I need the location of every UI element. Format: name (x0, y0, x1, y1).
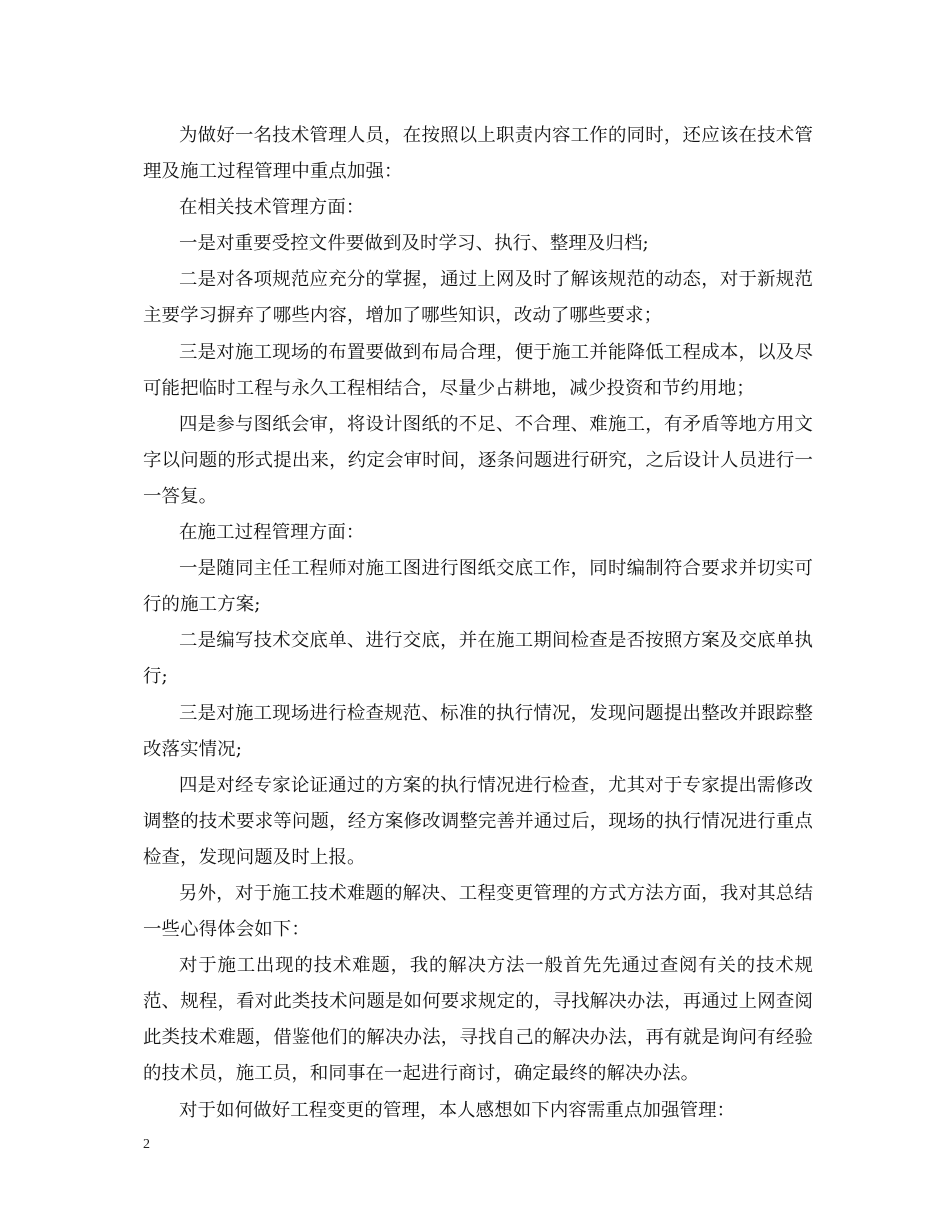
paragraph-process-item-4: 四是对经专家论证通过的方案的执行情况进行检查，尤其对于专家提出需修改调整的技术要求等问题，经方案修改调整完善并通过后，现场的执行情况进行重点检查，发现问题及时上报。 (143, 774, 813, 868)
paragraph-process-item-1: 一是随同主任工程师对施工图进行图纸交底工作，同时编制符合要求并切实可行的施工方案; (143, 558, 813, 616)
paragraph-technical-problems: 对于施工出现的技术难题，我的解决方法一般首先先通过查阅有关的技术规范、规程，看对此类技术问题是如何要求规定的，寻找解决办法，再通过上网查阅此类技术难题，借鉴他们的解决办法，寻找自己的解决办法，再有就是询问有经验的技术员，施工员，和同事在一起进行商讨，确定最终的解决办法。 (143, 955, 813, 1085)
document-body (143, 118, 813, 1129)
page-number: 2 (143, 1137, 150, 1152)
paragraph-process-item-3: 三是对施工现场进行检查规范、标准的执行情况，发现问题提出整改并跟踪整改落实情况; (143, 702, 813, 760)
paragraph-intro: 为做好一名技术管理人员，在按照以上职责内容工作的同时，还应该在技术管理及施工过程管理中重点加强： (143, 125, 813, 183)
paragraph-summary-intro: 另外，对于施工技术难题的解决、工程变更管理的方式方法方面，我对其总结一些心得体会如下： (143, 882, 813, 941)
paragraph-change-management: 对于如何做好工程变更的管理，本人感想如下内容需重点加强管理： (179, 1099, 736, 1121)
paragraph-process-item-2: 二是编写技术交底单、进行交底，并在施工期间检查是否按照方案及交底单执行; (143, 630, 813, 688)
section-heading-construction-process: 在施工过程管理方面： (179, 522, 365, 544)
paragraph-tech-item-2: 二是对各项规范应充分的掌握，通过上网及时了解该规范的动态，对于新规范主要学习摒弃了哪些内容，增加了哪些知识，改动了哪些要求； (143, 269, 813, 327)
paragraph-tech-item-1: 一是对重要受控文件要做到及时学习、执行、整理及归档; (179, 233, 649, 255)
paragraph-tech-item-3: 三是对施工现场的布置要做到布局合理，便于施工并能降低工程成本，以及尽可能把临时工程与永久工程相结合，尽量少占耕地，减少投资和节约用地； (143, 341, 813, 399)
section-heading-technical-management: 在相关技术管理方面： (179, 197, 365, 219)
paragraph-tech-item-4: 四是参与图纸会审，将设计图纸的不足、不合理、难施工，有矛盾等地方用文字以问题的形式提出来，约定会审时间，逐条问题进行研究，之后设计人员进行一一答复。 (143, 413, 813, 507)
